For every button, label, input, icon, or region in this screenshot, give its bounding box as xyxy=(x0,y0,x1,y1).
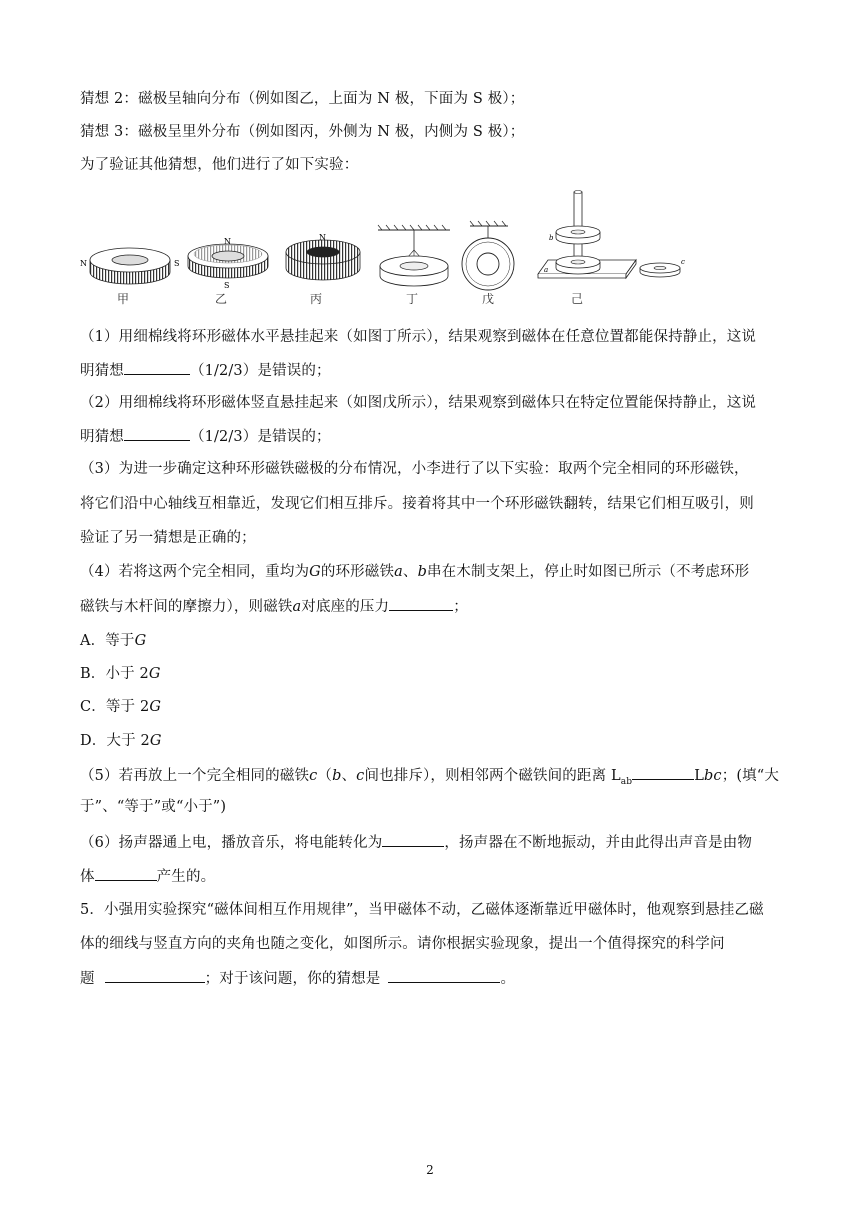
q6-answer-blank-2[interactable] xyxy=(95,866,157,881)
question-2-line-2 xyxy=(80,426,780,447)
q4-var-a2: a xyxy=(292,599,302,615)
question-1-line-1: （1）用细棉线将环形磁体水平悬挂起来（如图丁所示），结果观察到磁体在任意位置都能保持静止，这说 xyxy=(80,329,757,345)
guess-2: 猜想 2：磁极呈轴向分布（例如图乙，上面为 N 极，下面为 S 极）； xyxy=(80,91,525,107)
magnet-yi xyxy=(188,237,268,290)
option-b-text: B．小于 2 xyxy=(80,666,149,682)
q5-text-6: ；(填“大 xyxy=(721,768,780,784)
q5-text-4: 间也排斥），则相邻两个磁铁间的距离 L xyxy=(364,768,621,784)
caption-ji: 己 xyxy=(571,292,584,306)
q4-var-a: a xyxy=(394,564,403,580)
question-5-line-1 xyxy=(80,765,780,792)
magnet-bing xyxy=(286,233,360,280)
p5-text-2: ；对于该问题，你的猜想是 xyxy=(204,971,381,987)
q4-text-7: ； xyxy=(453,599,468,615)
q2-answer-blank[interactable] xyxy=(124,426,190,441)
label-c: c xyxy=(681,258,685,266)
label-n-bing: N xyxy=(319,233,326,242)
p5-text-1: 题 xyxy=(80,971,95,987)
q4-text-3: 、 xyxy=(402,564,418,580)
q5-text-1: （5）若再放上一个完全相同的磁铁 xyxy=(80,768,310,784)
option-d[interactable] xyxy=(80,731,780,751)
label-n-yi: N xyxy=(224,237,231,246)
caption-yi: 乙 xyxy=(215,292,228,306)
p5-text-3: 。 xyxy=(500,971,516,987)
magnet-wu xyxy=(462,221,514,290)
option-c-text: C．等于 2 xyxy=(80,699,150,715)
q1-text: 明猜想 xyxy=(80,363,124,379)
p5-answer-blank-1[interactable] xyxy=(105,968,205,983)
q6-text-1: （6）扬声器通上电，播放音乐，将电能转化为 xyxy=(80,835,383,851)
question-6-line-2 xyxy=(80,866,780,887)
magnet-figure xyxy=(78,188,698,313)
q4-var-g: G xyxy=(309,564,321,580)
question-3-line-2: 将它们沿中心轴线互相靠近，发现它们相互排斥。接着将其中一个环形磁铁翻转，结果它们相互吸引，则 xyxy=(80,496,754,512)
label-s-jia: S xyxy=(174,259,180,268)
option-d-var: G xyxy=(149,733,162,749)
option-b[interactable] xyxy=(80,664,780,684)
question-4-line-2 xyxy=(80,596,780,617)
problem-5-line-2: 体的细线与竖直方向的夹角也随之变化，如图所示。请你根据实验现象，提出一个值得探究的科学问 xyxy=(80,936,725,952)
problem-5-line-3 xyxy=(80,968,780,989)
caption-jia: 甲 xyxy=(117,292,130,306)
label-n-jia: N xyxy=(80,259,87,268)
label-s-yi: S xyxy=(224,281,230,290)
caption-bing: 丙 xyxy=(310,292,323,306)
magnet-jia xyxy=(80,248,179,284)
magnet-ji xyxy=(538,191,685,279)
q5-text-3: 、 xyxy=(341,768,357,784)
q4-text-6: 对底座的压力 xyxy=(301,599,390,615)
q5-var-c2: c xyxy=(356,768,365,784)
q5-var-b: b xyxy=(332,768,342,784)
q5-var-c: c xyxy=(309,768,318,784)
caption-ding: 丁 xyxy=(406,292,419,306)
experiment-intro: 为了验证其他猜想，他们进行了如下实验： xyxy=(80,157,359,173)
guess-3: 猜想 3：磁极呈里外分布（例如图丙，外侧为 N 极，内侧为 S 极）； xyxy=(80,124,525,140)
q5-text-5: L xyxy=(694,768,704,784)
option-a-var: G xyxy=(134,633,147,649)
question-5-line-2: 于”、“等于”或“小于”) xyxy=(80,799,227,815)
q6-answer-blank-1[interactable] xyxy=(382,832,444,847)
page-number: 2 xyxy=(426,1163,434,1177)
q4-text-4: 串在木制支架上，停止时如图已所示（不考虑环形 xyxy=(427,564,750,580)
question-6-line-1 xyxy=(80,832,780,853)
q4-var-b: b xyxy=(417,564,427,580)
q6-text-4: 产生的。 xyxy=(156,869,216,885)
q5-sub-ab: ab xyxy=(620,776,633,787)
option-b-var: G xyxy=(148,666,161,682)
question-3-line-1: （3）为进一步确定这种环形磁铁磁极的分布情况，小李进行了以下实验：取两个完全相同的环形磁铁， xyxy=(80,461,749,477)
q1-text-post: （1/2/3）是错误的； xyxy=(189,363,331,379)
p5-answer-blank-2[interactable] xyxy=(388,968,500,983)
q4-text-5: 磁铁与木杆间的摩擦力），则磁铁 xyxy=(80,599,293,615)
caption-wu: 戊 xyxy=(482,292,495,306)
q2-text-post: （1/2/3）是错误的； xyxy=(189,429,331,445)
question-3-line-3: 验证了另一猜想是正确的； xyxy=(80,530,256,546)
question-4-line-1 xyxy=(80,562,780,582)
problem-5-line-1: 5．小强用实验探究“磁体间相互作用规律”，当甲磁体不动，乙磁体逐渐靠近甲磁体时，他观察到悬挂乙磁 xyxy=(80,902,764,918)
magnet-ding xyxy=(378,225,450,286)
q6-text-2: ，扬声器在不断地振动，并由此得出声音是由物 xyxy=(444,835,753,851)
q1-answer-blank[interactable] xyxy=(124,360,190,375)
label-a: a xyxy=(544,266,549,274)
q5-text-2: （ xyxy=(317,768,333,784)
q4-text-1: （4）若将这两个完全相同，重均为 xyxy=(80,564,310,580)
label-b: b xyxy=(549,234,554,242)
option-a[interactable] xyxy=(80,631,780,651)
option-c-var: G xyxy=(149,699,162,715)
q4-text-2: 的环形磁铁 xyxy=(320,564,395,580)
q6-text-3: 体 xyxy=(80,869,95,885)
q2-text: 明猜想 xyxy=(80,429,124,445)
q5-var-bc: bc xyxy=(704,768,722,784)
option-d-text: D．大于 2 xyxy=(80,733,150,749)
q5-answer-blank[interactable] xyxy=(632,765,694,780)
question-2-line-1: （2）用细棉线将环形磁体竖直悬挂起来（如图戊所示），结果观察到磁体只在特定位置能保持静止，这说 xyxy=(80,395,757,411)
option-a-text: A．等于 xyxy=(80,633,135,649)
question-1-line-2 xyxy=(80,360,780,381)
q4-answer-blank[interactable] xyxy=(389,596,453,611)
option-c[interactable] xyxy=(80,697,780,717)
